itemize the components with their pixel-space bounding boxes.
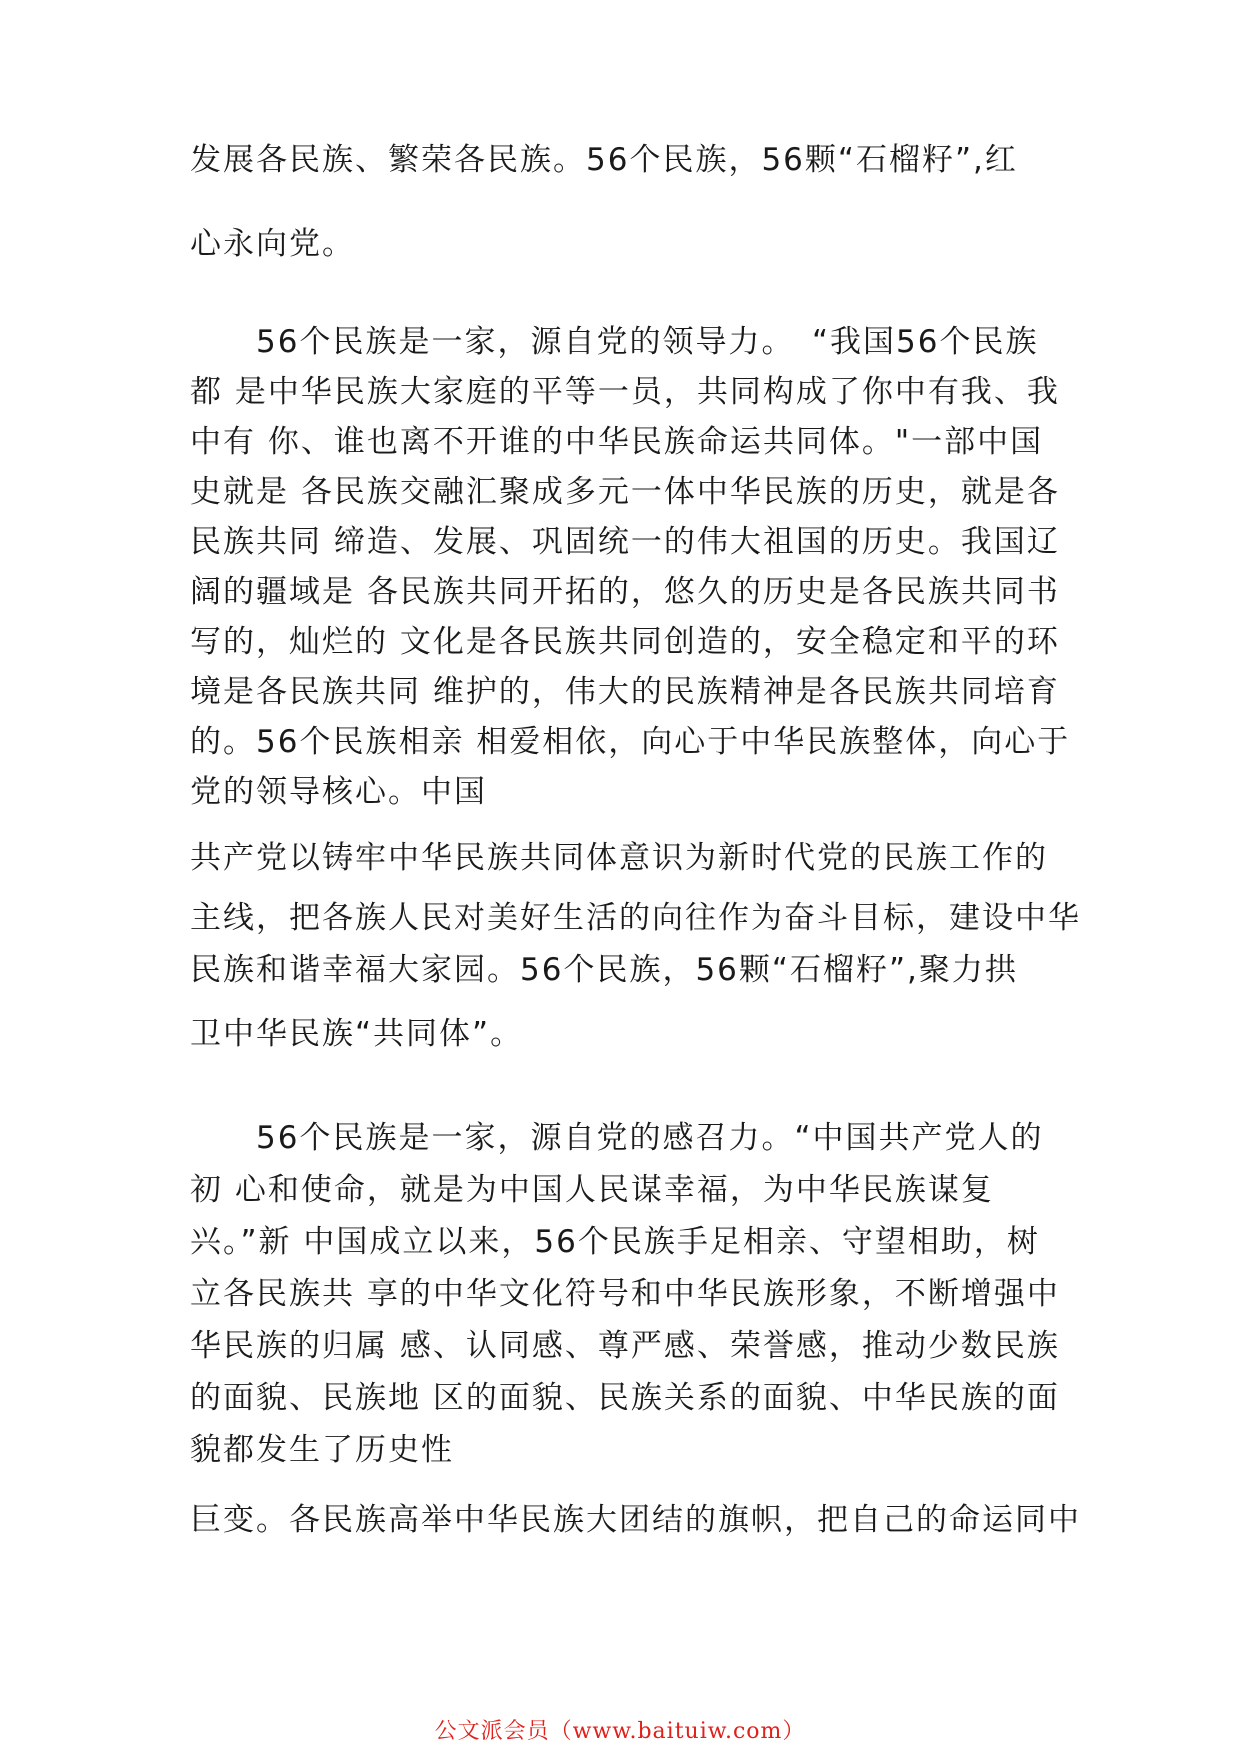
text-line: 史就是 各民族交融汇聚成多元一体中华民族的历史，就是各 [190,474,1060,510]
text-line: 境是各民族共同 维护的，伟大的民族精神是各民族共同培育 [190,674,1060,710]
text-line: 初 心和使命，就是为中国人民谋幸福，为中华民族谋复 [190,1172,994,1208]
text-line: 发展各民族、繁荣各民族。56个民族，56颗“石榴籽”,红 [190,142,1018,178]
text-line: 56个民族是一家，源自党的感召力。“中国共产党人的 [190,1120,1044,1156]
footer-watermark: 公文派会员（www.baituiw.com） [434,1719,806,1744]
text-line: 党的领导核心。中国 [190,774,487,810]
text-line: 貌都发生了历史性 [190,1432,454,1468]
text-line: 中有 你、谁也离不开谁的中华民族命运共同体。"一部中国 [190,424,1044,460]
text-line: 巨变。各民族高举中华民族大团结的旗帜，把自己的命运同中 [190,1502,1081,1538]
text-line: 阔的疆域是 各民族共同开拓的，悠久的历史是各民族共同书 [190,574,1060,610]
text-line: 都 是中华民族大家庭的平等一员，共同构成了你中有我、我 [190,374,1060,410]
text-line: 兴。”新 中国成立以来，56个民族手足相亲、守望相助，树 [190,1224,1040,1260]
text-line: 华民族的归属 感、认同感、尊严感、荣誉感，推动少数民族 [190,1328,1060,1364]
text-line: 民族共同 缔造、发展、巩固统一的伟大祖国的历史。我国辽 [190,524,1060,560]
text-line: 主线，把各族人民对美好生活的向往作为奋斗目标，建设中华 [190,900,1081,936]
text-line: 写的，灿烂的 文化是各民族共同创造的，安全稳定和平的环 [190,624,1060,660]
text-line: 56个民族是一家，源自党的领导力。 “我国56个民族 [190,324,1039,360]
text-line: 共产党以铸牢中华民族共同体意识为新时代党的民族工作的 [190,840,1048,876]
text-line: 卫中华民族“共同体”。 [190,1016,524,1052]
text-line: 民族和谐幸福大家园。56个民族，56颗“石榴籽”,聚力拱 [190,952,1018,988]
text-line: 的。56个民族相亲 相爱相依，向心于中华民族整体，向心于 [190,724,1071,760]
text-line: 立各民族共 享的中华文化符号和中华民族形象，不断增强中 [190,1276,1060,1312]
text-line: 心永向党。 [190,226,355,262]
text-line: 的面貌、民族地 区的面貌、民族关系的面貌、中华民族的面 [190,1380,1060,1416]
